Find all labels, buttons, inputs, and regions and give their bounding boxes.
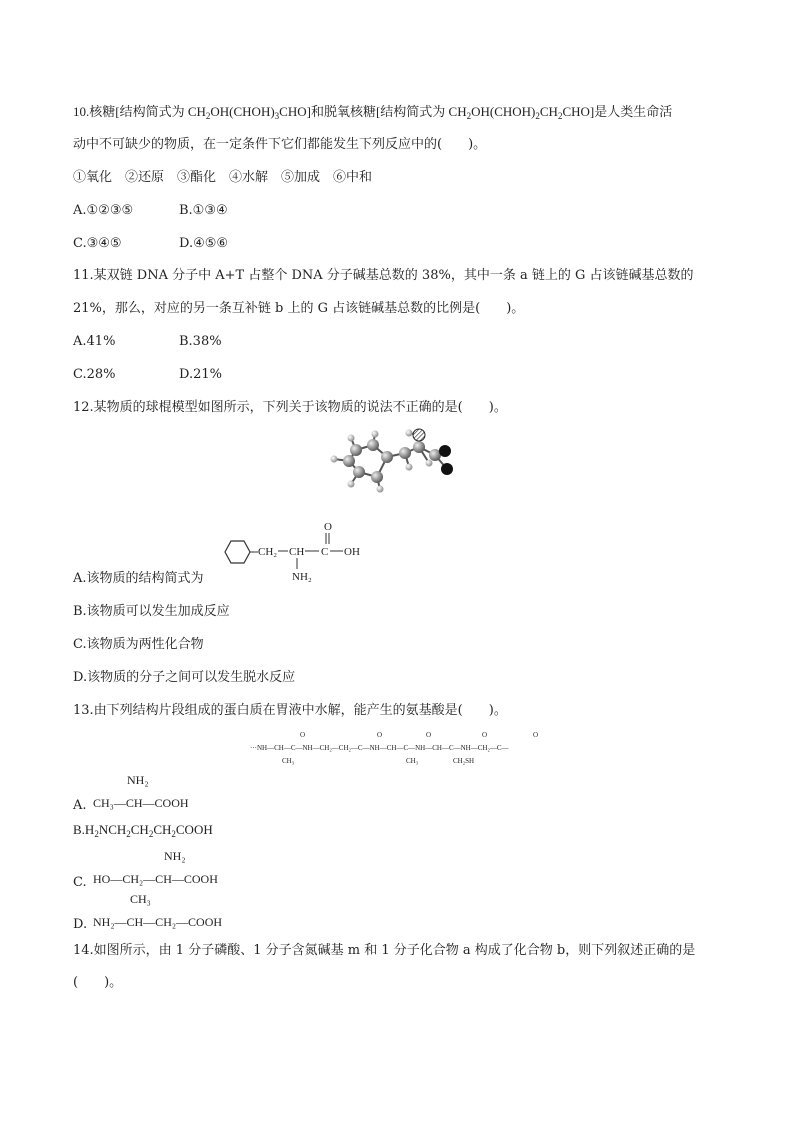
q13-option-c-nh2: NH₂	[164, 849, 186, 863]
q13-stem: 13.由下列结构片段组成的蛋白质在胃液中水解，能产生的氨基酸是( )。	[73, 703, 507, 718]
q14-stem-line2: ( )。	[73, 975, 123, 990]
q13-option-d-ch3: CH₃	[130, 892, 151, 906]
q13-option-d-label: D.	[73, 917, 88, 932]
fragment-ch2sh: CH₂SH	[453, 757, 475, 765]
q13-option-a-nh2: NH₂	[127, 773, 149, 787]
fragment-ch3: CH₃	[406, 757, 419, 765]
fragment-o: O	[377, 731, 383, 739]
fragment-o: O	[300, 731, 306, 739]
q10-option-c: C.③④⑤	[73, 236, 122, 251]
fragment-o: O	[533, 731, 539, 739]
q12-stem: 12.某物质的球棍模型如图所示，下列关于该物质的说法不正确的是( )。	[73, 400, 507, 415]
q11-option-d: D.21%	[179, 367, 222, 382]
q11-option-c: C.28%	[73, 367, 116, 382]
q13-option-a-label: A.	[73, 798, 87, 813]
q10-option-a: A.①②③⑤	[73, 203, 134, 218]
formula-o: O	[324, 521, 332, 533]
fragment-backbone: ···NH—CH—C—NH—CH₂—CH₂—C—NH—CH—C—NH—CH—C—NH—CH₂—C—	[250, 744, 509, 752]
q13-option-c-label: C.	[73, 875, 87, 890]
fragment-o: O	[426, 731, 432, 739]
q12-option-a: A.该物质的结构简式为	[73, 571, 204, 586]
q14-stem-line1: 14.如图所示，由 1 分子磷酸、1 分子含氮碱基 m 和 1 分子化合物 a 构成了化合物 b，则下列叙述正确的是	[73, 943, 696, 958]
cyclohexane-ring	[225, 541, 250, 563]
q11-stem-line1: 11.某双链 DNA 分子中 A+T 占整个 DNA 分子碱基总数的 38%，其中一条 a 链上的 G 占该链碱基总数的	[73, 268, 694, 283]
q10-stem-line2: 动中不可缺少的物质，在一定条件下它们都能发生下列反应中的( )。	[73, 137, 487, 152]
q11-option-a: A.41%	[73, 334, 116, 349]
q13-option-d-formula: NH₂—CH—CH₂—COOH	[93, 915, 223, 929]
q11-stem-line2: 21%，那么，对应的另一条互补链 b 上的 G 占该链碱基总数的比例是( )。	[73, 301, 525, 316]
formula-nh2: NH₂	[292, 571, 312, 583]
formula-ch: CH	[289, 546, 305, 558]
ball-and-stick-model	[325, 425, 475, 495]
model-atoms	[331, 429, 454, 493]
q11-option-b: B.38%	[179, 334, 222, 349]
q10-reactions: ①氧化 ②还原 ③酯化 ④水解 ⑤加成 ⑥中和	[73, 170, 373, 185]
q13-option-c-formula: HO—CH₂—CH—COOH	[93, 872, 218, 886]
q10-option-d: D.④⑤⑥	[179, 236, 229, 251]
q13-option-a-formula: CH₃—CH—COOH	[93, 796, 189, 810]
q12-structural-formula	[215, 518, 385, 588]
formula-ch2: CH₂	[258, 546, 278, 558]
q10-option-b: B.①③④	[179, 203, 228, 218]
q12-option-c: C.该物质为两性化合物	[73, 637, 204, 652]
fragment-ch3: CH₃	[282, 757, 295, 765]
q10-stem-line1: 10.核糖[结构简式为 $CH_2OH(CHOH)_3CHO$]和脱氧核糖[结构简式为 $CH_2OH(CHOH)_2CH_2CHO$]是人类生命活	[73, 104, 673, 121]
formula-oh: OH	[344, 546, 360, 558]
fragment-o: O	[482, 731, 488, 739]
q12-option-d: D.该物质的分子之间可以发生脱水反应	[73, 670, 296, 685]
q13-peptide-fragment	[250, 730, 550, 770]
formula-c: C	[321, 546, 329, 558]
q12-option-b: B.该物质可以发生加成反应	[73, 604, 230, 619]
q13-option-b: $B.H_2NCH_2CH_2CH_2COOH$	[73, 822, 213, 839]
